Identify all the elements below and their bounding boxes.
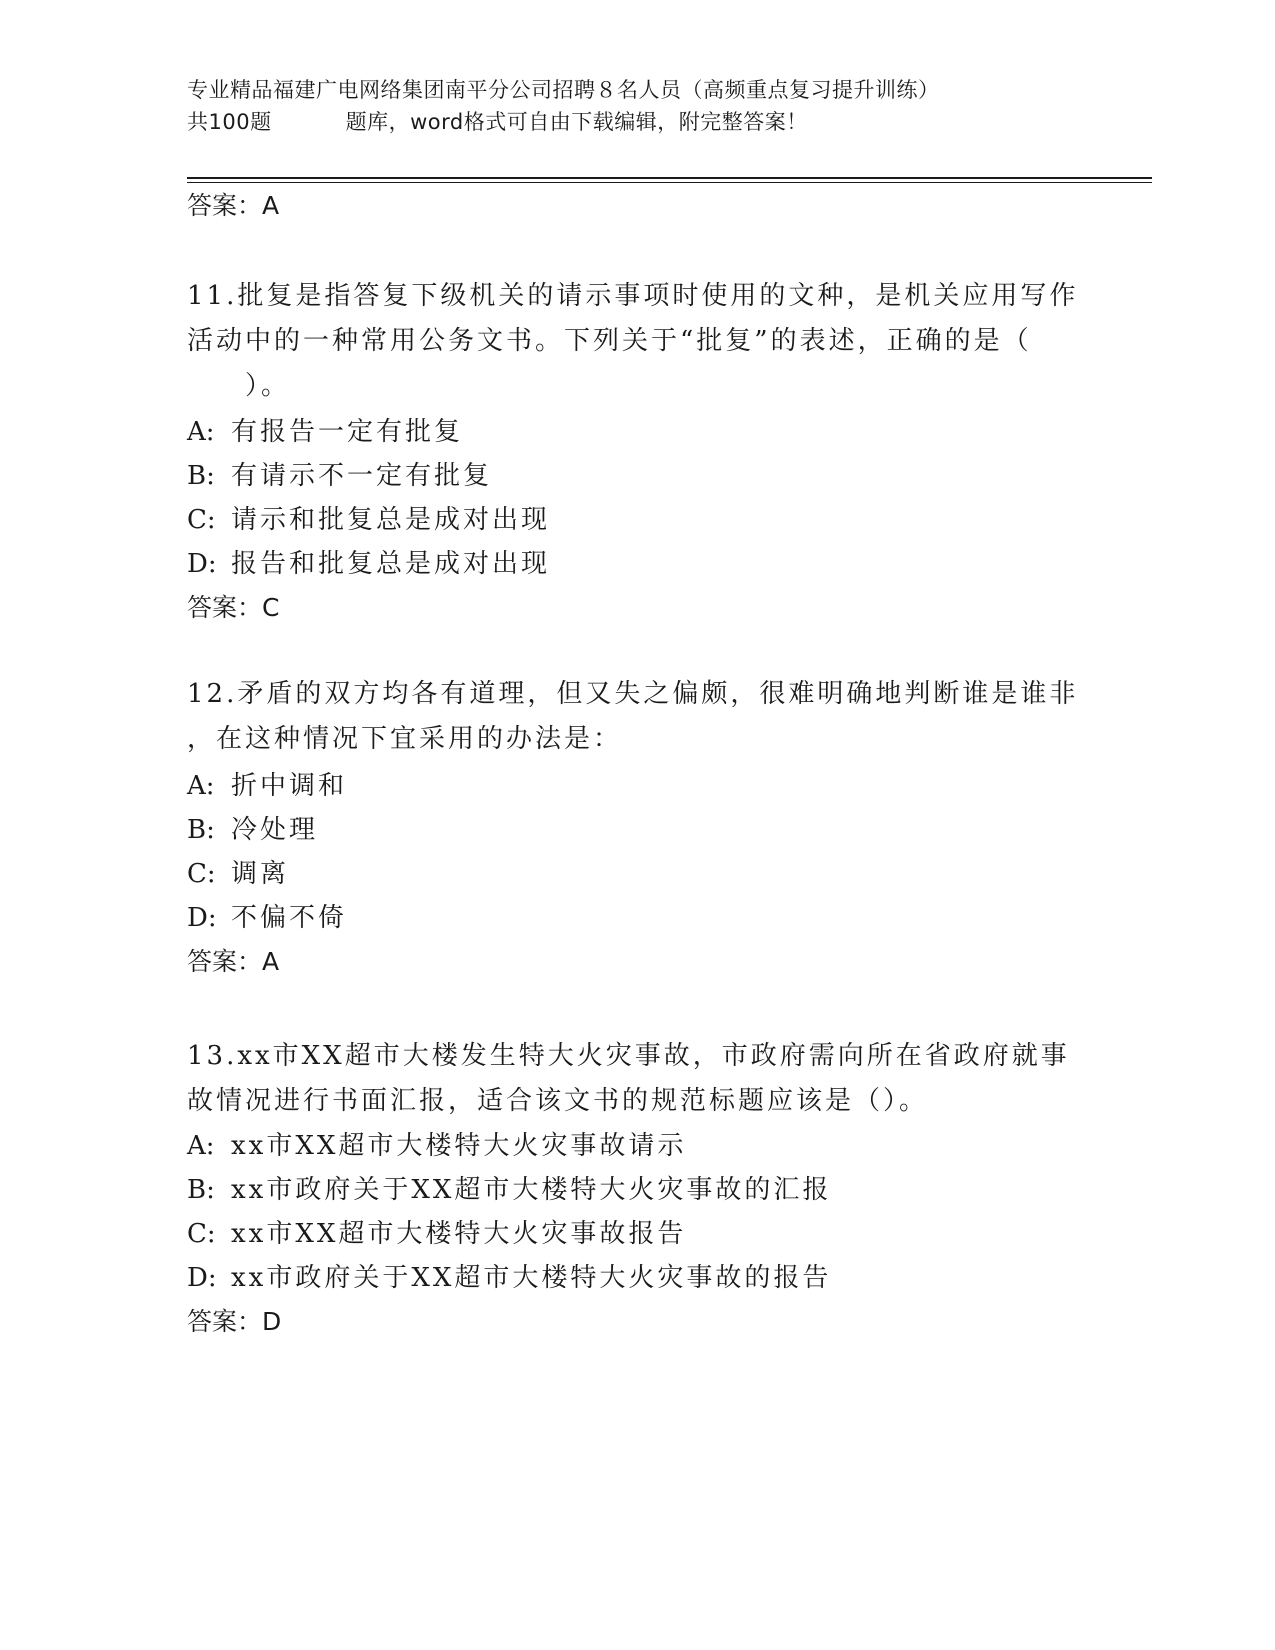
- option-key: C:: [187, 1219, 216, 1249]
- option-text: 报告和批复总是成对出现: [231, 549, 551, 579]
- option-text: xx市XX超市大楼特大火灾事故请示: [231, 1131, 687, 1161]
- question-text-line: ）。: [187, 371, 291, 401]
- answer-line: 答案：C: [187, 593, 280, 622]
- option-c: [187, 1214, 686, 1254]
- question-text-line: 12.矛盾的双方均各有道理，但又失之偏颇，很难明确地判断谁是谁非: [187, 679, 1079, 709]
- option-key: B:: [187, 815, 215, 845]
- question-text-line: 11.批复是指答复下级机关的请示事项时使用的文种，是机关应用写作: [187, 281, 1079, 311]
- option-key: A:: [187, 1131, 215, 1161]
- page-header: [187, 74, 1147, 138]
- option-key: C:: [187, 505, 216, 535]
- answer-line: 答案：D: [187, 1307, 282, 1336]
- header-divider-thick: [187, 177, 1152, 179]
- option-a: [187, 766, 347, 806]
- option-b: [187, 810, 318, 850]
- question-text-line: 活动中的一种常用公务文书。下列关于“批复”的表述，正确的是（: [187, 326, 1032, 356]
- option-key: C:: [187, 859, 216, 889]
- header-question-count: 共100题: [187, 110, 272, 134]
- option-key: D:: [187, 1263, 217, 1293]
- header-title-line: 专业精品福建广电网络集团南平分公司招聘８名人员（高频重点复习提升训练）: [187, 78, 940, 102]
- option-a: [187, 412, 463, 452]
- option-b: [187, 1170, 831, 1210]
- option-c: [187, 854, 289, 894]
- option-text: 冷处理: [231, 815, 319, 845]
- option-text: 不偏不倚: [231, 903, 348, 933]
- option-key: A:: [187, 417, 215, 447]
- option-d: [187, 544, 550, 584]
- option-text: 调离: [231, 859, 290, 889]
- question-text-line: 故情况进行书面汇报，适合该文书的规范标题应该是（）。: [187, 1086, 929, 1116]
- header-divider-thin: [187, 182, 1152, 183]
- option-text: xx市政府关于XX超市大楼特大火灾事故的报告: [231, 1263, 832, 1293]
- option-c: [187, 500, 550, 540]
- option-text: 有报告一定有批复: [231, 417, 464, 447]
- option-key: B:: [187, 461, 215, 491]
- question-13: [187, 1034, 1087, 1124]
- question-text-line: 13.xx市XX超市大楼发生特大火灾事故，市政府需向所在省政府就事: [187, 1041, 1070, 1071]
- option-text: 折中调和: [231, 771, 348, 801]
- option-text: 有请示不一定有批复: [231, 461, 493, 491]
- option-a: [187, 1126, 686, 1166]
- option-key: D:: [187, 549, 217, 579]
- question-12: [187, 672, 1087, 762]
- option-d: [187, 898, 347, 938]
- option-d: [187, 1258, 831, 1298]
- header-description: 题库，word格式可自由下载编辑，附完整答案！: [345, 110, 808, 134]
- question-text-line: ，在这种情况下宜采用的办法是：: [187, 724, 623, 754]
- question-11: [187, 274, 1087, 409]
- answer-line: 答案：A: [187, 947, 280, 976]
- option-key: B:: [187, 1175, 215, 1205]
- option-b: [187, 456, 492, 496]
- header-subtitle-line: [187, 106, 1147, 138]
- option-text: 请示和批复总是成对出现: [231, 505, 551, 535]
- option-key: D:: [187, 903, 217, 933]
- option-text: xx市政府关于XX超市大楼特大火灾事故的汇报: [231, 1175, 832, 1205]
- option-text: xx市XX超市大楼特大火灾事故报告: [231, 1219, 687, 1249]
- option-key: A:: [187, 771, 215, 801]
- answer-line: 答案：A: [187, 191, 280, 220]
